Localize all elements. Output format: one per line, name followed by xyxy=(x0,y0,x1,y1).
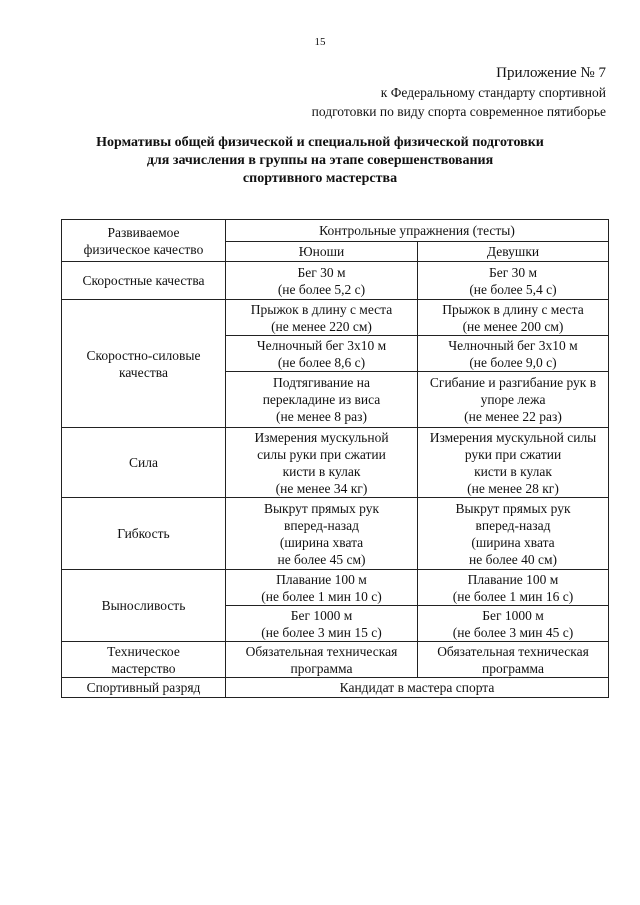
appendix-line-2: к Федеральному стандарту спортивной xyxy=(380,85,606,100)
quality-speed: Скоростные качества xyxy=(62,262,226,300)
cell-line: (не более 5,2 с) xyxy=(277,281,366,297)
cell-line: не более 40 см) xyxy=(468,551,558,567)
cell-line: Выкрут прямых рук xyxy=(263,500,380,516)
quality-speed-strength xyxy=(62,300,226,428)
flexibility-girls-cell xyxy=(418,498,609,570)
cell-line: качества xyxy=(118,364,168,380)
appendix-reference xyxy=(312,64,606,121)
cell-line: Плавание 100 м xyxy=(276,571,367,587)
cell-line: (не более 8,6 с) xyxy=(277,354,366,370)
rank-value: Кандидат в мастера спорта xyxy=(226,678,609,698)
header-boys: Юноши xyxy=(226,242,418,262)
header-tests: Контрольные упражнения (тесты) xyxy=(226,220,609,242)
run-boys-cell xyxy=(226,606,418,642)
cell-line: Обязательная техническая xyxy=(245,643,398,659)
flexibility-boys-cell xyxy=(226,498,418,570)
header-quality xyxy=(62,220,226,262)
cell-line: мастерство xyxy=(111,660,176,676)
cell-line: (не более 5,4 с) xyxy=(469,281,557,297)
cell-line: Сгибание и разгибание рук в xyxy=(429,375,597,390)
quality-rank: Спортивный разряд xyxy=(62,678,226,698)
cell-line: упоре лежа xyxy=(480,392,546,407)
cell-line: Прыжок в длину с места xyxy=(250,301,393,317)
pullup-boys-cell xyxy=(226,372,418,428)
cell-line: (не более 3 мин 45 с) xyxy=(452,624,574,640)
technical-boys-cell xyxy=(226,642,418,678)
title-line-1: Нормативы общей физической и специальной физической подготовки xyxy=(96,135,544,150)
pushup-girls-cell xyxy=(418,372,609,428)
strength-boys-cell xyxy=(226,428,418,498)
cell-line: (не менее 220 см) xyxy=(271,318,372,334)
quality-technical xyxy=(62,642,226,678)
cell-line: Выкрут прямых рук xyxy=(455,500,571,516)
cell-line: Прыжок в длину с места xyxy=(442,301,584,317)
cell-line: руки при сжатии xyxy=(464,446,562,462)
cell-line: (не более 9,0 с) xyxy=(469,354,557,370)
jump-girls-cell xyxy=(418,300,609,336)
shuttle-boys-cell xyxy=(226,336,418,372)
cell-line: Бег 1000 м xyxy=(482,607,544,623)
cell-line: (не менее 8 раз) xyxy=(276,409,367,424)
page-number: 15 xyxy=(314,36,326,48)
cell-line: Измерения мускульной силы xyxy=(429,429,597,445)
cell-line: (не более 1 мин 16 с) xyxy=(452,588,574,604)
cell-line: силы руки при сжатии xyxy=(257,446,386,462)
cell-line: кисти в кулак xyxy=(282,463,361,479)
cell-line: (не более 1 мин 10 с) xyxy=(261,588,382,604)
strength-girls-cell xyxy=(418,428,609,498)
norms-table xyxy=(61,219,609,698)
appendix-line-3: подготовки по виду спорта современное пятиборье xyxy=(311,104,606,119)
cell-line: программа xyxy=(290,660,353,676)
speed-girls-cell xyxy=(418,262,609,300)
cell-line: Скоростно-силовые xyxy=(86,347,201,363)
technical-girls-cell xyxy=(418,642,609,678)
cell-line: Челночный бег 3х10 м xyxy=(448,337,578,353)
cell-line: кисти в кулак xyxy=(474,463,552,479)
header-girls: Девушки xyxy=(418,242,609,262)
cell-line: не более 45 см) xyxy=(277,551,366,567)
cell-line: (не менее 28 кг) xyxy=(467,480,559,496)
cell-line: (не более 3 мин 15 с) xyxy=(261,624,382,640)
swim-girls-cell xyxy=(418,570,609,606)
cell-line: Обязательная техническая xyxy=(437,643,589,659)
run-girls-cell xyxy=(418,606,609,642)
cell-line: Подтягивание на xyxy=(273,375,370,390)
speed-boys-cell xyxy=(226,262,418,300)
cell-line: (ширина хвата xyxy=(471,534,555,550)
header-quality-line: физическое качество xyxy=(83,241,204,257)
cell-line: Бег 30 м xyxy=(488,264,538,280)
cell-line: Измерения мускульной xyxy=(254,429,389,445)
shuttle-girls-cell xyxy=(418,336,609,372)
swim-boys-cell xyxy=(226,570,418,606)
appendix-number: Приложение № 7 xyxy=(496,65,606,81)
title-line-3: спортивного мастерства xyxy=(242,171,398,186)
cell-line: Бег 1000 м xyxy=(290,607,353,623)
document-title xyxy=(40,134,600,188)
cell-line: перекладине из виса xyxy=(262,392,381,407)
header-quality-line: Развиваемое xyxy=(107,224,180,240)
quality-strength: Сила xyxy=(62,428,226,498)
cell-line: Плавание 100 м xyxy=(467,571,559,587)
quality-flexibility: Гибкость xyxy=(62,498,226,570)
cell-line: вперед-назад xyxy=(475,517,551,533)
cell-line: (не менее 200 см) xyxy=(462,318,564,334)
cell-line: (не менее 22 раз) xyxy=(464,409,562,424)
cell-line: Челночный бег 3х10 м xyxy=(256,337,387,353)
jump-boys-cell xyxy=(226,300,418,336)
cell-line: программа xyxy=(482,660,544,676)
cell-line: вперед-назад xyxy=(284,517,359,533)
cell-line: Бег 30 м xyxy=(297,264,346,280)
cell-line: (ширина хвата xyxy=(279,534,364,550)
title-line-2: для зачисления в группы на этапе совершенствования xyxy=(146,153,494,168)
cell-line: (не менее 34 кг) xyxy=(275,480,368,496)
quality-endurance: Выносливость xyxy=(62,570,226,642)
cell-line: Техническое xyxy=(107,643,180,659)
